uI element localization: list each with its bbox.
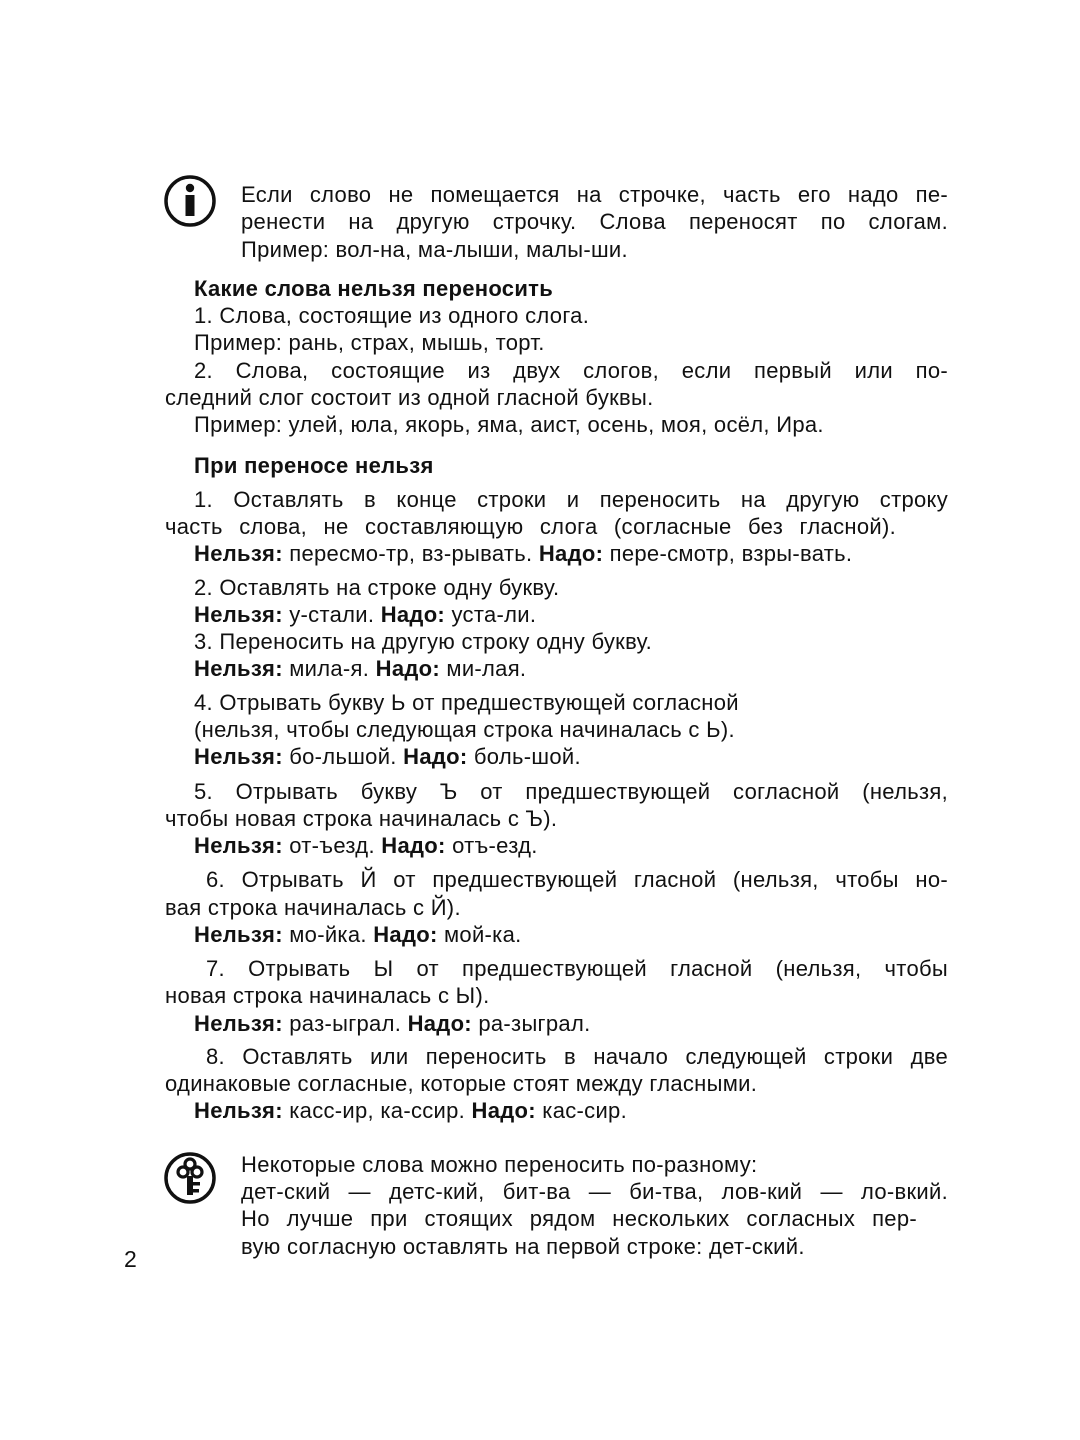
- rule-7-example: [194, 1010, 591, 1038]
- info-line-1: Если слово не помещается на строчке, часть его надо пе-: [241, 182, 948, 207]
- rule-6-example: [194, 921, 522, 949]
- info-line-2: ренести на другую строчку. Слова переносят по слогам.: [241, 209, 948, 234]
- rule-8-line-2: одинаковые согласные, которые стоят между гласными.: [165, 1071, 758, 1096]
- sec1-rule-2: 2. Слова, состоящие из двух слогов, если первый или по-: [194, 358, 948, 383]
- rule-3-line-1: 3. Переносить на другую строку одну букву.: [194, 629, 653, 654]
- rule-1-line-1: 1. Оставлять в конце строки и переносить на другую строку: [194, 487, 948, 512]
- good-label: Надо:: [403, 744, 468, 769]
- rule-6-line-2: вая строка начиналась с Й).: [165, 895, 461, 920]
- bad-label: Нельзя:: [194, 833, 283, 858]
- key-icon: [163, 1151, 217, 1205]
- bad-example: бо-льшой.: [289, 744, 397, 769]
- bad-label: Нельзя:: [194, 541, 283, 566]
- bad-example: мо-йка.: [289, 922, 367, 947]
- good-label: Надо:: [375, 656, 440, 681]
- key-line-4: вую согласную оставлять на первой строке: дет-ский.: [241, 1234, 805, 1259]
- good-example: боль-шой.: [473, 744, 581, 769]
- sec1-example-1: Пример: рань, страх, мышь, торт.: [194, 330, 545, 355]
- good-label: Надо:: [373, 922, 438, 947]
- key-line-2: дет-ский — детс-кий, бит-ва — би-тва, лов-кий — ло-вкий.: [241, 1179, 948, 1204]
- info-line-3: Пример: вол-на, ма-лыши, малы-ши.: [241, 237, 628, 262]
- rule-8-line-1: 8. Оставлять или переносить в начало следующей строки две: [206, 1044, 948, 1069]
- rule-2-example: [194, 601, 536, 629]
- good-label: Надо:: [407, 1011, 472, 1036]
- rule-2-line-1: 2. Оставлять на строке одну букву.: [194, 575, 560, 600]
- bad-label: Нельзя:: [194, 922, 283, 947]
- rule-1-line-2: часть слова, не составляющую слога (согласные без гласной).: [165, 514, 896, 539]
- good-example: ми-лая.: [446, 656, 527, 681]
- info-icon: [163, 174, 217, 228]
- rule-8-example: [194, 1097, 627, 1125]
- good-example: отъ-езд.: [452, 833, 538, 858]
- good-example: уста-ли.: [451, 602, 537, 627]
- rule-3-example: [194, 655, 526, 683]
- key-line-3: Но лучше при стоящих рядом нескольких согласных пер-: [241, 1206, 917, 1231]
- page-number: 2: [124, 1246, 137, 1272]
- bad-label: Нельзя:: [194, 602, 283, 627]
- section-title-1: Какие слова нельзя переносить: [194, 276, 554, 301]
- sec1-rule-1: 1. Слова, состоящие из одного слога.: [194, 303, 590, 328]
- good-label: Надо:: [380, 602, 446, 627]
- good-example: кас-сир.: [542, 1098, 627, 1123]
- bad-label: Нельзя:: [194, 1098, 283, 1123]
- rule-7-line-1: 7. Отрывать Ы от предшествующей гласной (нельзя, чтобы: [206, 956, 948, 981]
- section-title-2: При переносе нельзя: [194, 453, 434, 478]
- good-example: мой-ка.: [444, 922, 522, 947]
- rule-7-line-2: новая строка начиналась с Ы).: [165, 983, 490, 1008]
- bad-example: раз-ыграл.: [289, 1011, 402, 1036]
- key-line-1: Некоторые слова можно переносить по-разному:: [241, 1152, 758, 1177]
- rule-5-line-1: 5. Отрывать букву Ъ от предшествующей согласной (нельзя,: [194, 779, 948, 804]
- good-label: Надо:: [471, 1098, 536, 1123]
- rule-4-example: [194, 743, 581, 771]
- good-example: пере-смотр, взры-вать.: [609, 541, 853, 566]
- bad-example: пересмо-тр, вз-рывать.: [289, 541, 533, 566]
- good-example: ра-зыграл.: [478, 1011, 591, 1036]
- bad-example: от-ъезд.: [289, 833, 375, 858]
- bad-example: мила-я.: [289, 656, 370, 681]
- bad-label: Нельзя:: [194, 1011, 283, 1036]
- sec1-example-2: Пример: улей, юла, якорь, яма, аист, осень, моя, осёл, Ира.: [194, 412, 824, 437]
- rule-1-example: [194, 540, 852, 568]
- good-label: Надо:: [381, 833, 446, 858]
- bad-label: Нельзя:: [194, 656, 283, 681]
- rule-6-line-1: 6. Отрывать Й от предшествующей гласной (нельзя, чтобы но-: [206, 867, 948, 892]
- rule-4-line-2: (нельзя, чтобы следующая строка начиналась с Ь).: [194, 717, 735, 742]
- bad-example: у-стали.: [289, 602, 375, 627]
- rule-4-line-1: 4. Отрывать букву Ь от предшествующей согласной: [194, 690, 739, 715]
- rule-5-example: [194, 832, 538, 860]
- bad-label: Нельзя:: [194, 744, 283, 769]
- good-label: Надо:: [538, 541, 604, 566]
- rule-5-line-2: чтобы новая строка начиналась с Ъ).: [165, 806, 558, 831]
- sec1-rule-2-cont: следний слог состоит из одной гласной буквы.: [165, 385, 654, 410]
- bad-example: касс-ир, ка-ссир.: [289, 1098, 466, 1123]
